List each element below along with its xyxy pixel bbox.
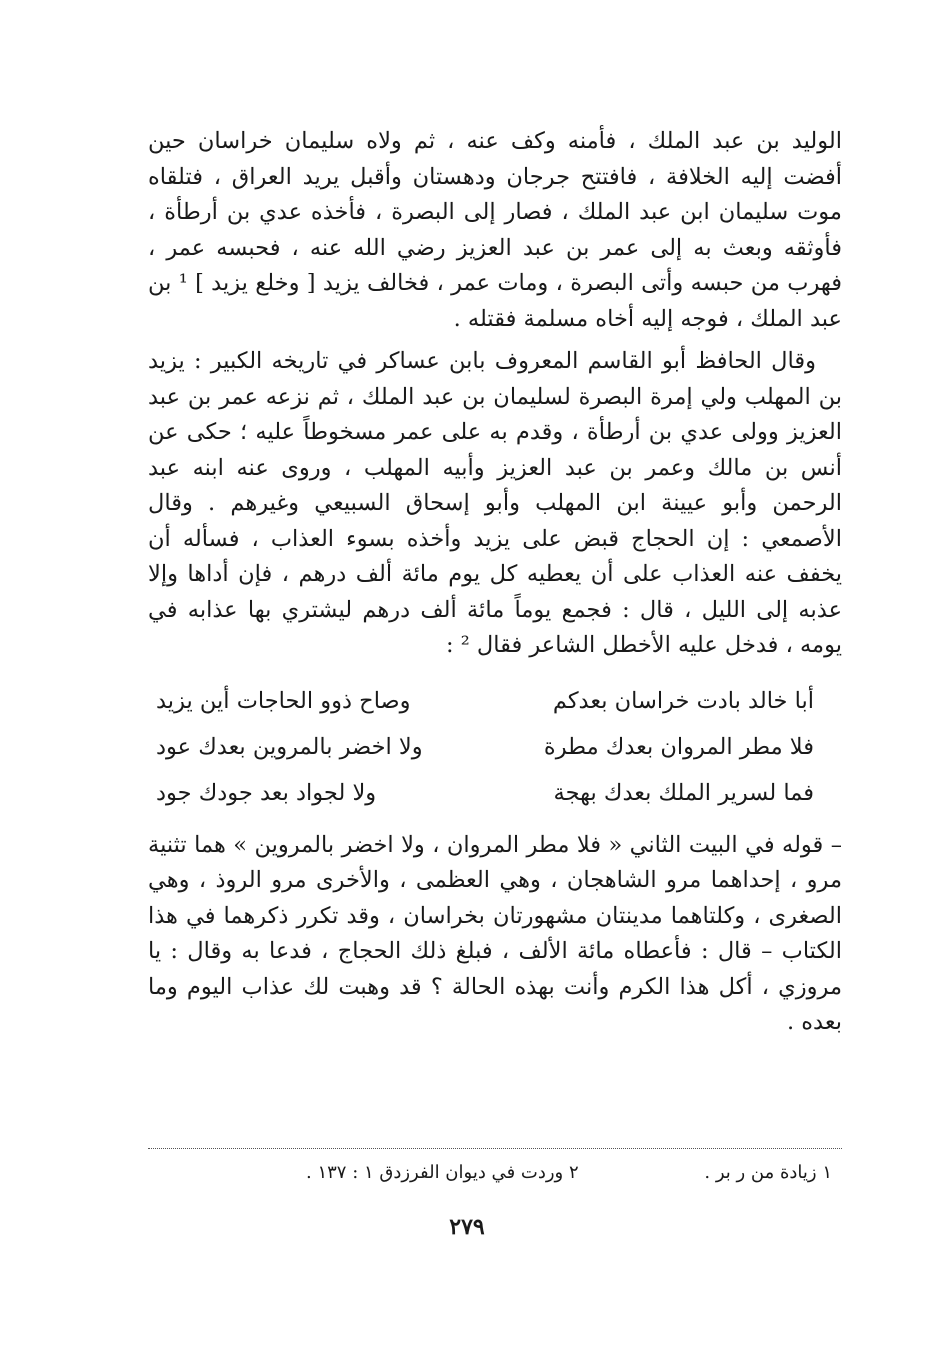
footnote-1: ١ زيادة من ر بر .	[704, 1162, 832, 1183]
page-number: ٢٧٩	[449, 1214, 485, 1240]
paragraph-1: الوليد بن عبد الملك ، فأمنه وكف عنه ، ثم ولاه سليمان خراسان حين أفضت إليه الخلافة ، فافتتح جرجان ودهستان وأقبل يريد العراق ، فتلقاه موت سليمان ابن عبد الملك ، فصار إلى البصرة ، فأخذه عدي بن أرطأة ، فأوثقه وبعث به إلى عمر بن عبد العزيز رضي الله عنه ، فحبسه عمر ، فهرب من حبسه وأتى البصرة ، ومات عمر ، فخالف يزيد [ وخلع يزيد ] ¹ بن عبد الملك ، فوجه إليه أخاه مسلمة فقتله .	[148, 128, 842, 332]
verse-second-hemistich: وصاح ذوو الحاجات أين يزيد	[156, 687, 411, 714]
paragraph-2: وقال الحافظ أبو القاسم المعروف بابن عساكر في تاريخه الكبير : يزيد بن المهلب ولي إمرة البصرة لسليمان بن عبد الملك ، ثم نزعه عمر بن عبد العزيز وولى عدي بن أرطأة ، وقدم به على عمر مسخوطاً عليه ؛ حكى عن أنس بن مالك وعمر بن عبد العزيز وأبيه المهلب ، وروى عنه ابنه عبد الرحمن وأبو عيينة ابن المهلب وأبو إسحاق السبيعي وغيرهم . وقال الأصمعي : إن الحجاج قبض على يزيد وأخذه بسوء العذاب ، فسأله أن يخفف عنه العذاب على أن يعطيه كل يوم مائة ألف درهم ، فإن أداها وإلا عذبه إلى الليل ، قال : فجمع يوماً مائة ألف درهم ليشتري بها عذابه في يومه ، فدخل عليه الأخطل الشاعر فقال ² :	[148, 348, 842, 658]
poem-verse	[148, 724, 842, 770]
footnotes	[148, 1158, 842, 1188]
poem	[148, 678, 842, 816]
closing-paragraph: – قوله في البيت الثاني « فلا مطر المروان ، ولا اخضر بالمروين » هما تثنية مرو ، إحداهما مرو الشاهجان ، وهي العظمى ، والأخرى مرو الروذ ، وهي الصغرى ، وكلتاهما مدينتان مشهورتان بخراسان ، وقد تكرر ذكرهما في هذا الكتاب – قال : فأعطاه مائة الألف ، فبلغ ذلك الحجاج ، فدعا به وقال : يا مروزي ، أكل هذا الكرم وأنت بهذه الحالة ؟ قد وهبت لك عذاب اليوم وما بعده .	[148, 831, 842, 1035]
verse-second-hemistich: ولا اخضر بالمروين بعدك عود	[156, 733, 423, 760]
verse-first-hemistich: فما لسرير الملك بعدك بهجة	[553, 779, 814, 806]
footnote-divider	[148, 1148, 842, 1149]
poem-verse	[148, 678, 842, 724]
verse-second-hemistich: ولا لجواد بعد جودك جود	[156, 779, 377, 806]
verse-first-hemistich: أبا خالد بادت خراسان بعدكم	[552, 687, 814, 714]
main-text	[148, 124, 842, 1041]
footnote-2: ٢ وردت في ديوان الفرزدق ١ : ١٣٧ .	[306, 1162, 579, 1183]
poem-verse	[148, 770, 842, 816]
verse-first-hemistich: فلا مطر المروان بعدك مطرة	[543, 733, 814, 760]
